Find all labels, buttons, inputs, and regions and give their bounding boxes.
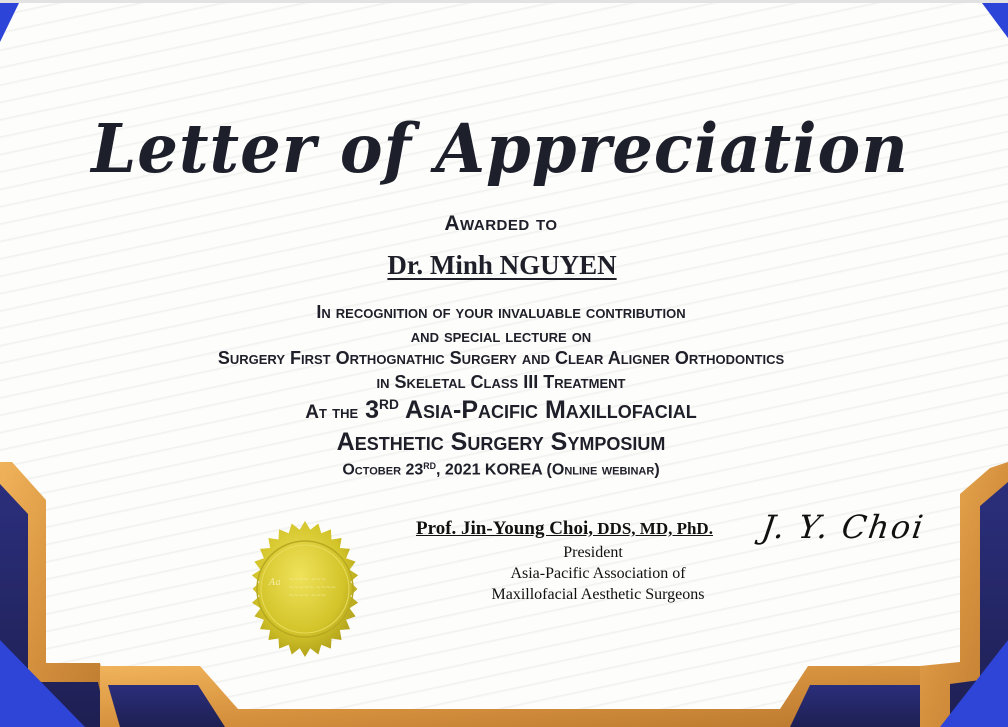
signatory-organization-line-1: Asia-Pacific Association of <box>510 565 686 582</box>
event-date <box>0 461 1002 480</box>
svg-text:~~~~~ ~~~~: ~~~~~ ~~~~ <box>289 584 337 591</box>
signatory-role: President <box>563 544 623 561</box>
signatory-name <box>416 518 713 540</box>
signatory-degrees: DDS, MD, PhD. <box>593 519 713 538</box>
signatory-name-text: Prof. Jin-Young Choi, <box>416 518 594 539</box>
svg-text:Aa: Aa <box>269 578 281 588</box>
event-name-line-2: Aesthetic Surgery Symposium <box>336 428 666 456</box>
signatory-organization-line-2: Maxillofacial Aesthetic Surgeons <box>491 586 705 603</box>
event-ordinal-suffix: RD <box>379 397 399 413</box>
event-date-month: October 23 <box>342 461 424 479</box>
body-line-2: and special lecture on <box>410 326 592 346</box>
event-line-1 <box>0 396 1002 425</box>
event-date-rest: , 2021 KOREA (Online webinar) <box>435 461 660 479</box>
event-ordinal-number: 3 <box>365 396 380 424</box>
svg-text:~~~~ ~~~: ~~~~ ~~~ <box>289 576 327 583</box>
body-line-4: in Skeletal Class III Treatment <box>376 372 626 392</box>
gold-seal-icon <box>237 521 373 657</box>
body-line-1: In recognition of your invaluable contribution <box>316 302 686 322</box>
body-line-3: Surgery First Orthognathic Surgery and Clear Aligner Orthodontics <box>217 348 785 368</box>
awarded-to-label: Awarded to <box>444 212 558 235</box>
handwritten-signature: J. Y. Choi <box>759 508 928 546</box>
recipient-name: Dr. Minh NGUYEN <box>387 250 617 280</box>
certificate-title: Letter of Appreciation <box>91 110 909 189</box>
event-prefix: At the <box>305 402 359 423</box>
svg-text:~~~~ ~~~: ~~~~ ~~~ <box>289 592 327 599</box>
event-name-line-1: Asia-Pacific Maxillofacial <box>404 396 697 424</box>
event-ordinal <box>365 396 399 424</box>
event-date-suffix: RD <box>423 461 436 471</box>
